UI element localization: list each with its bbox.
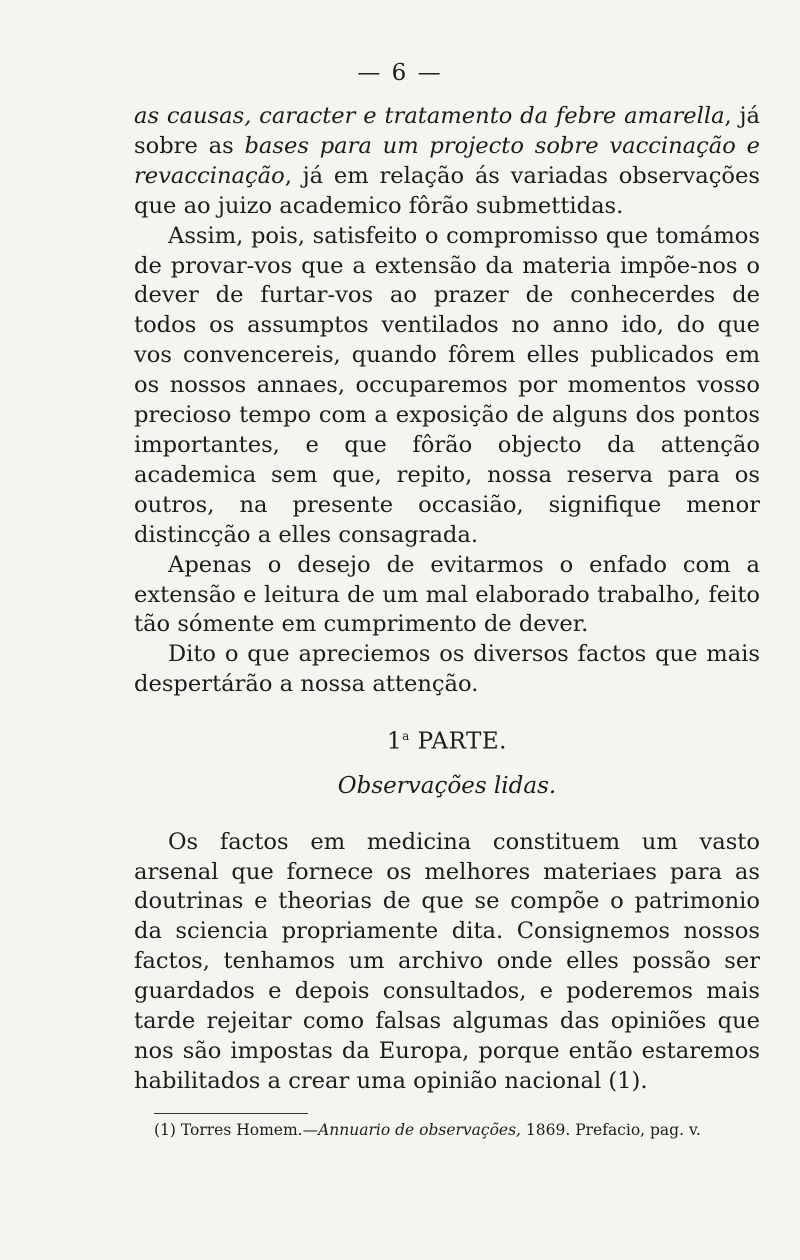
footnote-rest: 1869. Prefacio, pag. v. [520, 1120, 701, 1139]
paragraph: Dito o que apreciemos os diversos factos que mais despertárão a nossa attenção. [134, 641, 760, 698]
footnote-title: Annuario de observações, [318, 1120, 521, 1139]
paragraph-text: , já em relação ás variadas observações que ao juizo academico fôrão submettidas. [134, 162, 760, 219]
footnote [134, 1120, 760, 1140]
italic-phrase: bases para um projecto sobre vaccinação e revaccinação [134, 132, 761, 189]
part-label: PARTE. [409, 728, 507, 755]
footnote-marker: (1) Torres Homem.— [154, 1120, 319, 1139]
part-heading [134, 722, 760, 758]
paragraph: Apenas o desejo de evitarmos o enfado com a extensão e leitura de um mal elaborado trabalho, feito tão sómente em cumprimento de dever. [134, 551, 760, 638]
paragraph-continuation [134, 102, 760, 222]
paragraph-text: , já sobre as [134, 103, 761, 159]
section-title: Observações lidas. [337, 772, 557, 799]
body-text [134, 102, 760, 1097]
paragraph: Os factos em medicina constituem um vasto arsenal que fornece os melhores materiaes para as doutrinas e theorias de que se compõe o patrimonio da sciencia propriamente dita. Consignemos nossos factos, tenhamos um archivo onde elles possão ser guardados e depois consultados, e poderemos mais tarde rejeitar como falsas algumas das opiniões que nos são impostas da Europa, porque então estaremos habilitados a crear uma opinião nacional (1). [134, 828, 760, 1094]
part-number: 1 [387, 728, 403, 755]
paragraph: Assim, pois, satisfeito o compromisso que tomámos de provar-vos que a extensão da materia impõe-nos o dever de furtar-vos ao prazer de conhecerdes de todos os assumptos ventilados no anno ido, do que vos convencereis, quando fôrem elles publicados em os nossos annaes, occuparemos por momentos vosso precioso tempo com a exposição de alguns dos pontos importantes, e que fôrão objecto da attenção academica sem que, repito, nossa reserva para os outros, na presente occasião, signifique menor distincção a elles consagrada. [134, 222, 760, 548]
italic-phrase: as causas, caracter e tratamento da febre amarella [134, 103, 725, 129]
footnote-divider [154, 1113, 308, 1114]
part-ordinal-superscript: a [402, 729, 410, 744]
page-number: — 6 — [357, 60, 443, 86]
